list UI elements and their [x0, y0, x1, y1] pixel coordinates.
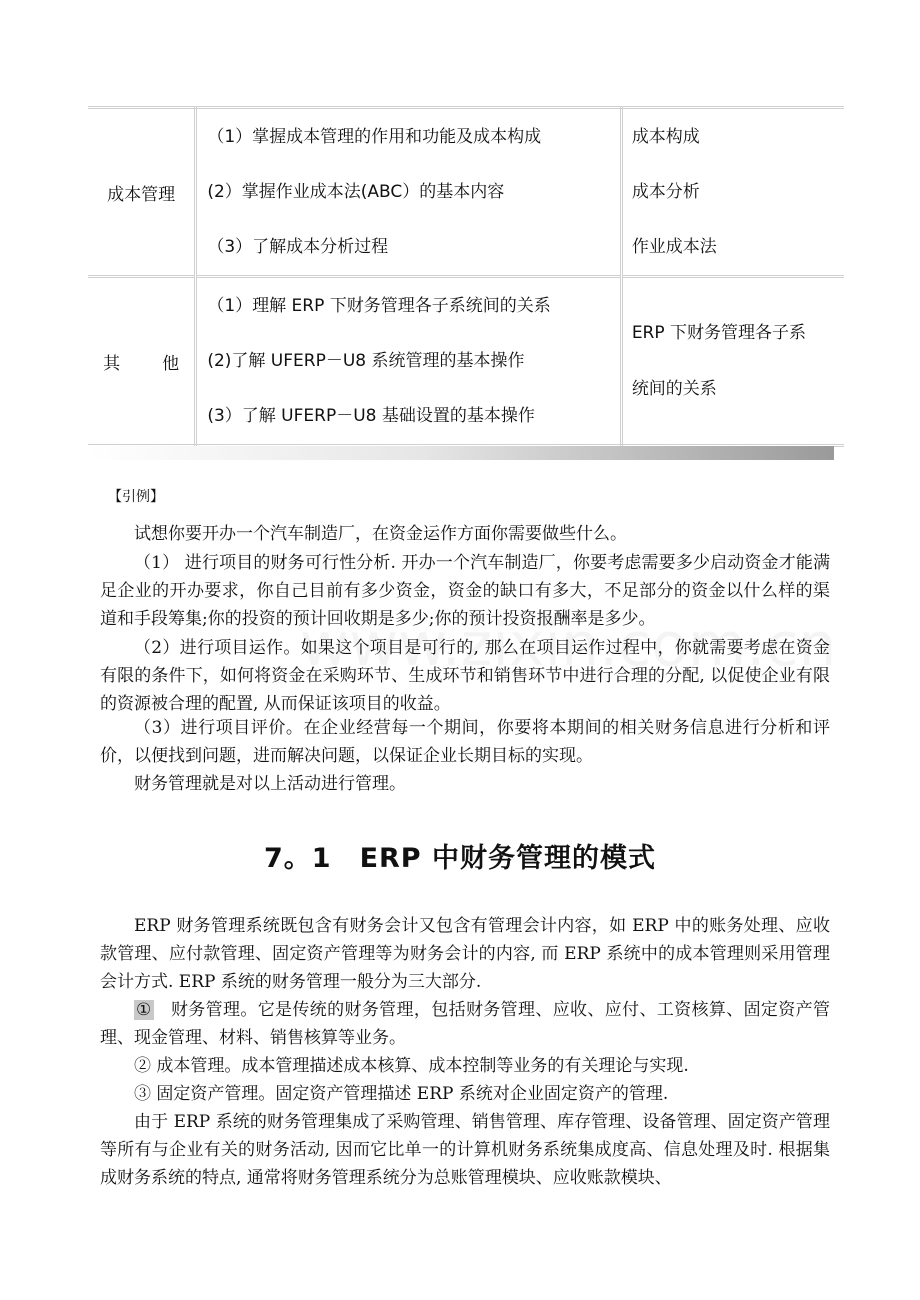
objectives-cell: [196, 277, 621, 446]
example-label: 【引例】: [108, 489, 164, 505]
table-row: [88, 108, 844, 277]
example-paragraph: （2）进行项目运作。如果这个项目是可行的, 那么在项目运作过程中，你就需要考虑在资金有限的条件下，如何将资金在采购环节、生成环节和销售环节中进行合理的分配, 以促使企业有限的资源被合理的配置, 从而保证该项目的收益。: [100, 638, 830, 714]
table-row: [88, 277, 844, 446]
keypoints-cell: [621, 108, 844, 277]
keypoint-line: 成本分析: [631, 181, 700, 202]
list-item: ③ 固定资产管理。固定资产管理描述 ERP 系统对企业固定资产的管理.: [134, 1084, 669, 1104]
keypoints-cell: [621, 277, 844, 446]
keypoint-line: 统间的关系: [631, 379, 717, 399]
objective-line: （1）理解 ERP 下财务管理各子系统间的关系: [207, 295, 551, 316]
circled-number-marker: ①: [136, 1000, 152, 1020]
objective-line: (2）掌握作业成本法(ABC）的基本内容: [207, 181, 505, 202]
section-heading: 7。1 ERP 中财务管理的模式: [264, 843, 656, 874]
keypoint-line: ERP 下财务管理各子系: [631, 323, 807, 343]
section-intro: ERP 财务管理系统既包含有财务会计又包含有管理会计内容，如 ERP 中的账务处理、应收款管理、应付款管理、固定资产管理等为财务会计的内容, 而 ERP 系统中的成本管理则采用管理会计方式. ERP 系统的财务管理一般分为三大部分.: [100, 916, 830, 992]
objective-line: (3）了解 UFERP－U8 基础设置的基本操作: [207, 405, 535, 426]
objective-line: （1）掌握成本管理的作用和功能及成本构成: [207, 126, 542, 147]
list-item-text: 财务管理。它是传统的财务管理，包括财务管理、应收、应付、工资核算、固定资产管理、现金管理、材料、销售核算等业务。: [100, 1000, 830, 1048]
closing-paragraph: 由于 ERP 系统的财务管理集成了采购管理、销售管理、库存管理、设备管理、固定资产管理等所有与企业有关的财务活动, 因而它比单一的计算机财务系统集成度高、信息处理及时. 根据集成财务系统的特点, 通常将财务管理系统分为总账管理模块、应收账款模块、: [100, 1112, 830, 1188]
example-paragraph: 财务管理就是对以上活动进行管理。: [134, 774, 406, 794]
decorative-gradient-bar: [88, 446, 834, 460]
topic-label: 成本管理: [107, 184, 176, 205]
list-item: [100, 996, 830, 1052]
example-paragraph: （1） 进行项目的财务可行性分析. 开办一个汽车制造厂，你要考虑需要多少启动资金才能满足企业的开办要求，你自己目前有多少资金，资金的缺口有多大，不足部分的资金以什么样的渠道和手段筹集;你的投资的预计回收期是多少;你的预计投资报酬率是多少。: [100, 553, 830, 629]
topic-label: 其他: [103, 353, 180, 374]
topic-cell: [88, 108, 196, 277]
keypoint-line: 作业成本法: [631, 236, 717, 257]
keypoint-line: 成本构成: [631, 126, 700, 147]
objective-line: (2)了解 UFERP－U8 系统管理的基本操作: [207, 350, 525, 371]
example-paragraph: （3）进行项目评价。在企业经营每一个期间，你要将本期间的相关财务信息进行分析和评价，以便找到问题，进而解决问题，以保证企业长期目标的实现。: [100, 718, 830, 766]
example-paragraph: 试想你要开办一个汽车制造厂，在资金运作方面你需要做些什么。: [134, 524, 627, 544]
list-item: ② 成本管理。成本管理描述成本核算、成本控制等业务的有关理论与实现.: [134, 1056, 689, 1076]
topic-cell: [88, 277, 196, 446]
objectives-table: [88, 106, 844, 447]
objectives-cell: [196, 108, 621, 277]
objective-line: （3）了解成本分析过程: [207, 236, 389, 257]
